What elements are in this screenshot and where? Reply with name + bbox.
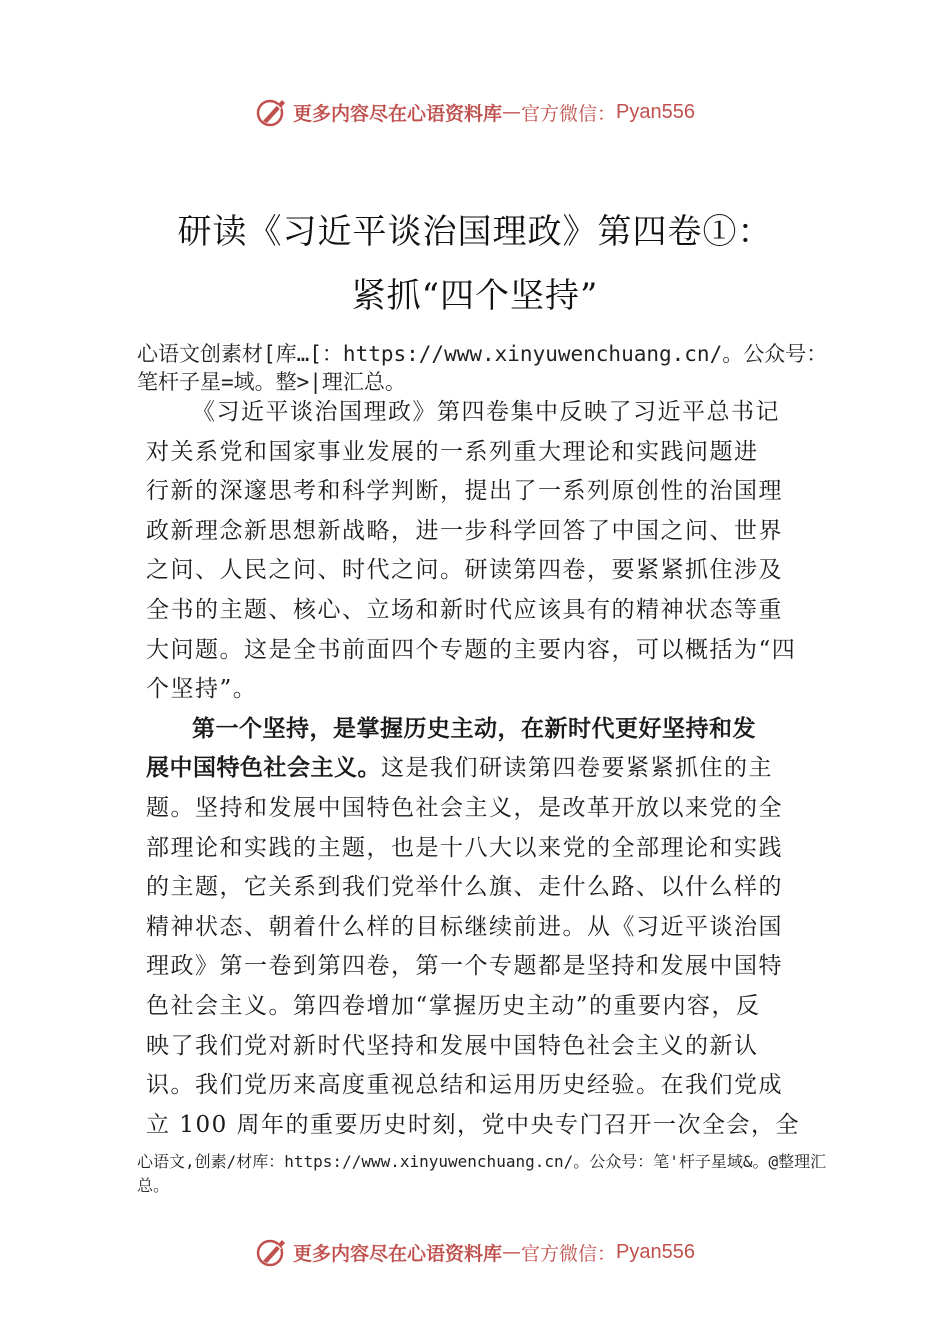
body-line (146, 748, 810, 788)
body-line (146, 471, 810, 511)
body-line (146, 986, 810, 1026)
banner-label: 官方微信： (521, 1242, 617, 1265)
body-line (146, 788, 810, 828)
document-title-line2: 紧抓“四个坚持” (351, 276, 599, 316)
body-line-text: 理政》第一卷到第四卷，第一个专题都是坚持和发展中国特 (146, 953, 783, 980)
body-line (146, 630, 810, 670)
body-line-text: 之问、人民之问、时代之问。研读第四卷，要紧紧抓住涉及 (146, 557, 783, 584)
body-line-text: 《习近平谈治国理政》第四卷集中反映了习近平总书记 (192, 399, 780, 425)
header-banner (0, 90, 950, 134)
body-line (146, 669, 810, 709)
body-line-text: 题。坚持和发展中国特色社会主义，是改革开放以来党的全 (146, 795, 783, 821)
body-line (146, 1105, 810, 1145)
body-line-text: 的主题，它关系到我们党举什么旗、走什么路、以什么样的 (146, 874, 783, 901)
body-line (146, 511, 810, 551)
banner-dash: — (502, 1241, 522, 1263)
banner-slogan: 更多内容尽在心语资料库 (293, 102, 503, 125)
body-line-text: 立 100 周年的重要历史时刻，党中央专门召开一次全会，全 (146, 1111, 801, 1138)
body-line-bold: 第一个坚持，是掌握历史主动，在新时代更好坚持和发 (192, 715, 756, 742)
body-line-text: 政新理念新思想新战略，进一步科学回答了中国之问、世界 (146, 517, 783, 544)
document-title-line1: 研读《习近平谈治国理政》第四卷①： (177, 212, 773, 252)
banner-wechat-id: Pyan556 (616, 1240, 695, 1263)
body-line (146, 946, 810, 986)
body-line-text: 大问题。这是全书前面四个专题的主要内容，可以概括为“四 (146, 636, 797, 663)
body-line (146, 1065, 810, 1105)
body-line-text: 精神状态、朝着什么样的目标继续前进。从《习近平谈治国 (146, 913, 783, 940)
banner-dash: — (502, 101, 522, 123)
body-line (146, 828, 810, 868)
body-line-bold: 展中国特色社会主义。 (146, 755, 381, 782)
body-line (146, 550, 810, 590)
banner-slogan: 更多内容尽在心语资料库 (293, 1242, 503, 1265)
body-line-text: 全书的主题、核心、立场和新时代应该具有的精神状态等重 (146, 597, 783, 623)
source-note-bottom: 心语文,创素/材库：https://www.xinyuwenchuang.cn/。公众号：笔'杆子星域&。@整理汇总。 (137, 1152, 827, 1195)
body-line (146, 432, 810, 472)
body-line-text: 色社会主义。第四卷增加“掌握历史主动”的重要内容，反 (146, 993, 761, 1019)
quill-logo-icon (255, 95, 289, 129)
banner-label: 官方微信： (521, 102, 617, 125)
body-line-text: 这是我们研读第四卷要紧紧抓住的主 (381, 755, 773, 782)
quill-logo-icon (255, 1235, 289, 1269)
body-line (146, 1026, 810, 1066)
body-line-text: 部理论和实践的主题，也是十八大以来党的全部理论和实践 (146, 834, 783, 861)
body-line-text: 映了我们党对新时代坚持和发展中国特色社会主义的新认 (146, 1032, 759, 1059)
source-note-top: 心语文创素材[库…[：https://www.xinyuwenchuang.cn/。公众号：笔杆子星=域。整>|理汇总。 (137, 342, 828, 394)
body-line-text: 个坚持”。 (146, 676, 258, 703)
body-line-text: 行新的深邃思考和科学判断，提出了一系列原创性的治国理 (146, 478, 783, 505)
banner-wechat-id: Pyan556 (616, 100, 695, 123)
body-line-text: 识。我们党历来高度重视总结和运用历史经验。在我们党成 (146, 1072, 783, 1099)
footer-banner (0, 1230, 950, 1274)
body-line (146, 709, 810, 749)
body-line (146, 590, 810, 630)
body-line (146, 392, 810, 432)
body-line (146, 867, 810, 907)
body-line (146, 907, 810, 947)
body-line-text: 对关系党和国家事业发展的一系列重大理论和实践问题进 (146, 438, 759, 465)
